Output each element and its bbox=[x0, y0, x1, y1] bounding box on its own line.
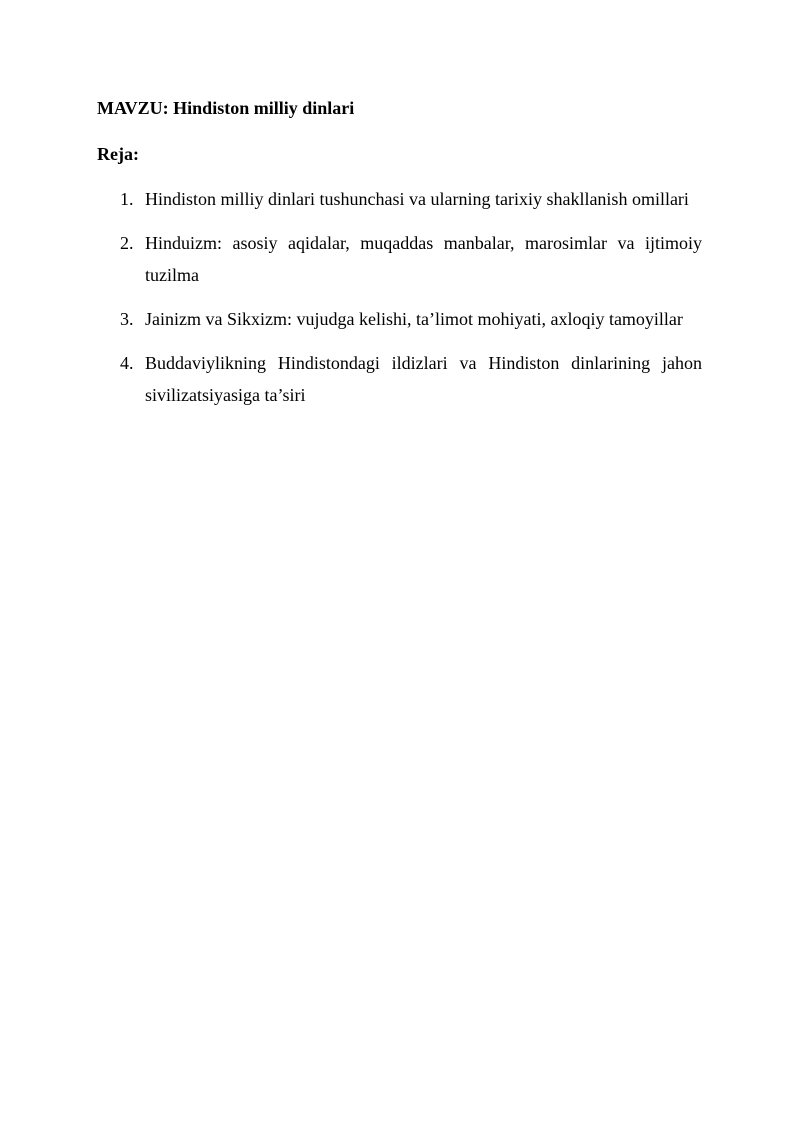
plan-list bbox=[97, 183, 702, 411]
plan-item bbox=[97, 303, 702, 335]
plan-item-number: 1. bbox=[120, 189, 134, 209]
plan-item-text: Buddaviylikning Hindistondagi ildizlari va Hindiston dinlarining jahon sivilizatsiyasiga ta’siri bbox=[145, 353, 702, 405]
plan-item bbox=[97, 227, 702, 291]
plan-item-number: 4. bbox=[120, 353, 134, 373]
plan-item-number: 2. bbox=[120, 233, 134, 253]
plan-item-number: 3. bbox=[120, 309, 134, 329]
plan-item bbox=[97, 347, 702, 411]
document-body bbox=[97, 95, 702, 423]
plan-item bbox=[97, 183, 702, 215]
plan-item-text: Hindiston milliy dinlari tushunchasi va ularning tarixiy shakllanish omillari bbox=[145, 189, 689, 209]
title-prefix: MAVZU: bbox=[97, 98, 174, 118]
plan-item-text: Hinduizm: asosiy aqidalar, muqaddas manbalar, marosimlar va ijtimoiy tuzilma bbox=[145, 233, 702, 285]
plan-heading: Reja: bbox=[97, 144, 139, 164]
plan-item-text: Jainizm va Sikxizm: vujudga kelishi, ta’limot mohiyati, axloqiy tamoyillar bbox=[145, 309, 683, 329]
title-topic: Hindiston milliy dinlari bbox=[173, 98, 355, 118]
document-title bbox=[97, 95, 702, 121]
